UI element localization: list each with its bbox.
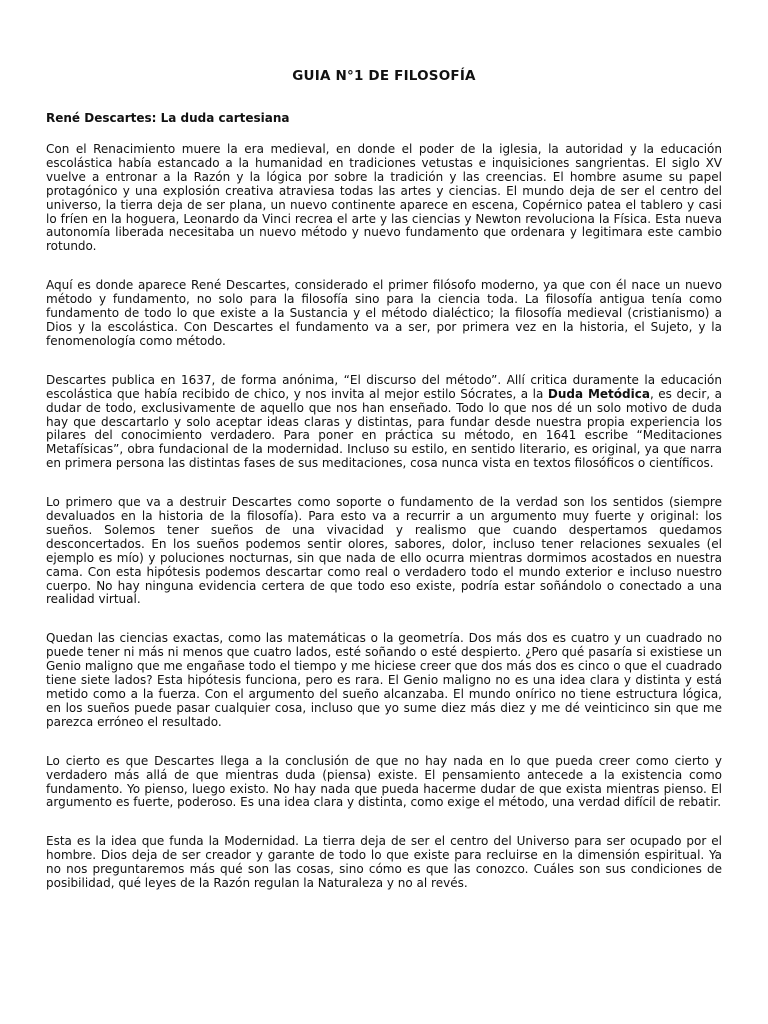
paragraph-suenos: Lo primero que va a destruir Descartes como soporte o fundamento de la verdad son los sentidos (siempre devaluados en la historia de la filosofía). Para esto va a recurrir a un argumento muy fuerte y original: los sueños. Solemos tener sueños de una vivacidad y realismo que cuando despertamos quedamos desconcertados. En los sueños podemos sentir olores, sabores, dolor, incluso tener relaciones sexuales (el ejemplo es mío) y poluciones nocturnas, sin que nada de ello ocurra mientras dormimos acostados en nuestra cama. Con esta hipótesis podemos descartar como real o verdadero todo el mundo exterior e incluso nuestro cuerpo. No hay ninguna evidencia certera de que todo eso existe, podría estar soñándolo o conectado a una realidad virtual. — [46, 495, 722, 607]
paragraph-text-after-bold: , es decir, a dudar de todo, exclusivamente de aquello que nos han enseñado. Todo lo que nos dé un solo motivo de duda hay que descartarlo y solo aceptar ideas claras y distintas, para fundar desde nuestra propia experiencia los pilares del conocimiento verdadero. Para poner en práctica su método, en 1641 escribe “Meditaciones Metafísicas”, obra fundacional de la modernidad. Incluso su estilo, en sentido literario, es original, ya que narra en primera persona las distintas fases de sus meditaciones, cosa nunca vista en textos filosóficos o científicos. — [46, 386, 723, 471]
paragraph-text-before-bold: Descartes publica en 1637, de forma anónima, “El discurso del método”. Allí critica duramente la educación escolástica que había recibido de chico, y nos invita al mejor estilo Sócrates, a la — [46, 372, 722, 401]
paragraph-renacimiento: Con el Renacimiento muere la era medieval, en donde el poder de la iglesia, la autoridad y la educación escolástica había estancado a la humanidad en tradiciones vetustas e inquisiciones sangrientas. El siglo XV vuelve a entronar a la Razón y la lógica por sobre la tradición y las creencias. El hombre asume su papel protagónico y una explosión creativa atraviesa todas las artes y ciencias. El mundo deja de ser el centro del universo, la tierra deja de ser plana, un nuevo continente aparece en escena, Copérnico patea el tablero y casi lo fríen en la hoguera, Leonardo da Vinci recrea el arte y las ciencias y Newton revoluciona la Física. Esta nueva autonomía liberada necesitaba un nuevo método y nuevo fundamento que ordenara y legitimara este cambio rotundo. — [46, 142, 722, 254]
paragraph-modernidad: Esta es la idea que funda la Modernidad. La tierra deja de ser el centro del Universo para ser ocupado por el hombre. Dios deja de ser creador y garante de todo lo que existe para recluirse en la dimensión espiritual. Ya no nos preguntaremos más qué son las cosas, sino cómo es que las conozco. Cuáles son sus condiciones de posibilidad, qué leyes de la Razón regulan la Naturaleza y no al revés. — [46, 834, 722, 891]
paragraph-discurso-metodo — [46, 374, 722, 471]
duda-metodica-term: Duda Metódica — [547, 386, 650, 401]
document-subtitle: René Descartes: La duda cartesiana — [46, 111, 290, 125]
paragraph-genio-maligno: Quedan las ciencias exactas, como las matemáticas o la geometría. Dos más dos es cuatro y un cuadrado no puede tener ni más ni menos que cuatro lados, esté soñando o esté despierto. ¿Pero qué pasaría si existiese un Genio maligno que me engañase todo el tiempo y me hiciese creer que dos más dos es cinco o que el cuadrado tiene siete lados? Esta hipótesis funciona, pero es rara. El Genio maligno no es una idea clara y distinta y está metido como a la fuerza. Con el argumento del sueño alcanzaba. El mundo onírico no tiene estructura lógica, en los sueños puede pasar cualquier cosa, incluso que yo sume diez más diez y me dé veinticinco sin que me parezca erróneo el resultado. — [46, 631, 722, 729]
paragraph-pienso-existo: Lo cierto es que Descartes llega a la conclusión de que no hay nada en lo que pueda creer como cierto y verdadero más allá de que mientras duda (piensa) existe. El pensamiento antecede a la existencia como fundamento. Yo pienso, luego existo. No hay nada que pueda hacerme dudar de que exista mientras pienso. El argumento es fuerte, poderoso. Es una idea clara y distinta, como exige el método, una verdad difícil de rebatir. — [46, 753, 722, 810]
document-title: GUIA N°1 DE FILOSOFÍA — [292, 68, 476, 84]
document-page — [46, 0, 722, 891]
paragraph-descartes-intro: Aquí es donde aparece René Descartes, considerado el primer filósofo moderno, ya que con él nace un nuevo método y fundamento, no solo para la filosofía sino para la ciencia toda. La filosofía antigua tenía como fundamento de todo lo que existe a la Sustancia y el método dialéctico; la filosofía medieval (cristianismo) a Dios y la escolástica. Con Descartes el fundamento va a ser, por primera vez en la historia, el Sujeto, y la fenomenología como método. — [46, 278, 722, 348]
